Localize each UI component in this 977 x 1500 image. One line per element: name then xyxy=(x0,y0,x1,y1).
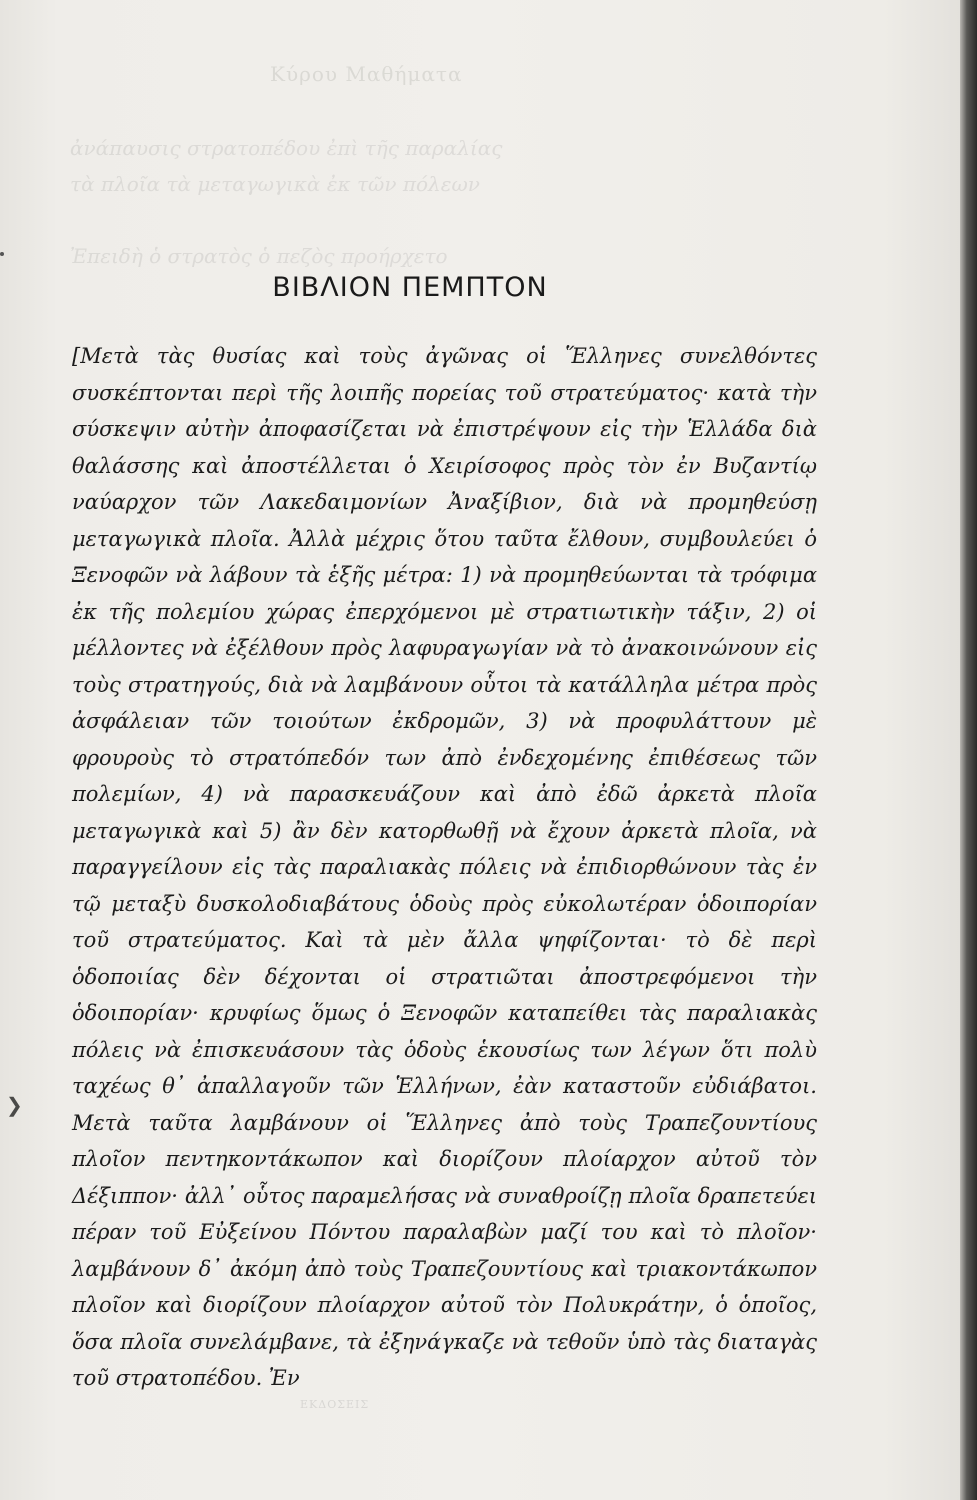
margin-mark: ❯ xyxy=(6,1093,23,1117)
bleed-through-text: ἀνάπαυσις στρατοπέδου ἐπὶ τῆς παραλίας xyxy=(70,136,503,160)
bleed-through-header: Κύρου Μαθήματα xyxy=(270,62,463,86)
page-edge-shadow xyxy=(960,0,977,1500)
bleed-through-text: Ἐπειδὴ ὁ στρατὸς ὁ πεζὸς προήρχετο xyxy=(70,244,448,268)
page-title: ΒΙΒΛΙΟΝ ΠΕΜΠΤΟΝ xyxy=(272,272,548,303)
summary-paragraph: [Μετὰ τὰς θυσίας καὶ τοὺς ἀγῶνας οἱ Ἕλληνες συνελθόντες συσκέπτονται περὶ τῆς λοιπῆς πορείας τοῦ στρατεύματος· κατὰ τὴν σύσκεψιν αὐτὴν ἀποφασίζεται νὰ ἐπιστρέψουν εἰς τὴν Ἑλλάδα διὰ θαλάσσης καὶ ἀποστέλλεται ὁ Χειρίσοφος πρὸς τὸν ἐν Βυζαντίῳ ναύαρχον τῶν Λακεδαιμονίων Ἀναξίβιον, διὰ νὰ προμηθεύσῃ μεταγωγικὰ πλοῖα. Ἀλλὰ μέχρις ὅτου ταῦτα ἔλθουν, συμβουλεύει ὁ Ξενοφῶν νὰ λάβουν τὰ ἑξῆς μέτρα: 1) νὰ προμηθεύωνται τὰ τρόφιμα ἐκ τῆς πολεμίου χώρας ἐπερχόμενοι μὲ στρατιωτικὴν τάξιν, 2) οἱ μέλλοντες νὰ ἐξέλθουν πρὸς λαφυραγωγίαν νὰ τὸ ἀνακοινώνουν εἰς τοὺς στρατηγούς, διὰ νὰ λαμβάνουν οὗτοι τὰ κατάλληλα μέτρα πρὸς ἀσφάλειαν τῶν τοιούτων ἐκδρομῶν, 3) νὰ προφυλάττουν μὲ φρουροὺς τὸ στρατόπεδόν των ἀπὸ ἐνδεχομένης ἐπιθέσεως τῶν πολεμίων, 4) νὰ παρασκευάζουν καὶ ἀπὸ ἐδῶ ἀρκετὰ πλοῖα μεταγωγικὰ καὶ 5) ἂν δὲν κατορθωθῇ νὰ ἔχουν ἀρκετὰ πλοῖα, νὰ παραγγείλουν εἰς τὰς παραλιακὰς πόλεις νὰ ἐπιδιορθώνουν τὰς ἐν τῷ μεταξὺ δυσκολοδιαβάτους ὁδοὺς πρὸς εὐκολωτέραν ὁδοιπορίαν τοῦ στρατεύματος. Καὶ τὰ μὲν ἄλλα ψηφίζονται· τὸ δὲ περὶ ὁδοποιίας δὲν δέχονται οἱ στρατιῶται ἀποστρεφόμενοι τὴν ὁδοιπορίαν· κρυφίως ὅμως ὁ Ξενοφῶν καταπείθει τὰς παραλιακὰς πόλεις νὰ ἐπισκευάσουν τὰς ὁδοὺς ἑκουσίως των λέγων ὅτι πολὺ ταχέως θ᾽ ἀπαλλαγοῦν τῶν Ἑλλήνων, ἐὰν καταστοῦν εὐδιάβατοι. Μετὰ ταῦτα λαμβάνουν οἱ Ἕλληνες ἀπὸ τοὺς Τραπεζουντίους πλοῖον πεντηκοντάκωπον καὶ διορίζουν πλοίαρχον αὐτοῦ τὸν Δέξιππον· ἀλλ᾽ οὗτος παραμελήσας νὰ συναθροίζῃ πλοῖα δραπετεύει πέραν τοῦ Εὐξείνου Πόντου παραλαβὼν μαζί του καὶ τὸ πλοῖον· λαμβάνουν δ᾽ ἀκόμη ἀπὸ τοὺς Τραπεζουντίους καὶ τριακοντάκωπον πλοῖον καὶ διορίζουν πλοίαρχον αὐτοῦ τὸν Πολυκράτην, ὁ ὁποῖος, ὅσα πλοῖα συνελάμβανε, τὰ ἐξηνάγκαζε νὰ τεθοῦν ὑπὸ τὰς διαταγὰς τοῦ στρατοπέδου. Ἐν xyxy=(72,344,817,1390)
bleed-through-footer: ΕΚΔΟΣΕΙΣ xyxy=(300,1398,370,1411)
margin-dot xyxy=(0,252,4,256)
bleed-through-text: τὰ πλοῖα τὰ μεταγωγικὰ ἐκ τῶν πόλεων xyxy=(70,172,480,196)
